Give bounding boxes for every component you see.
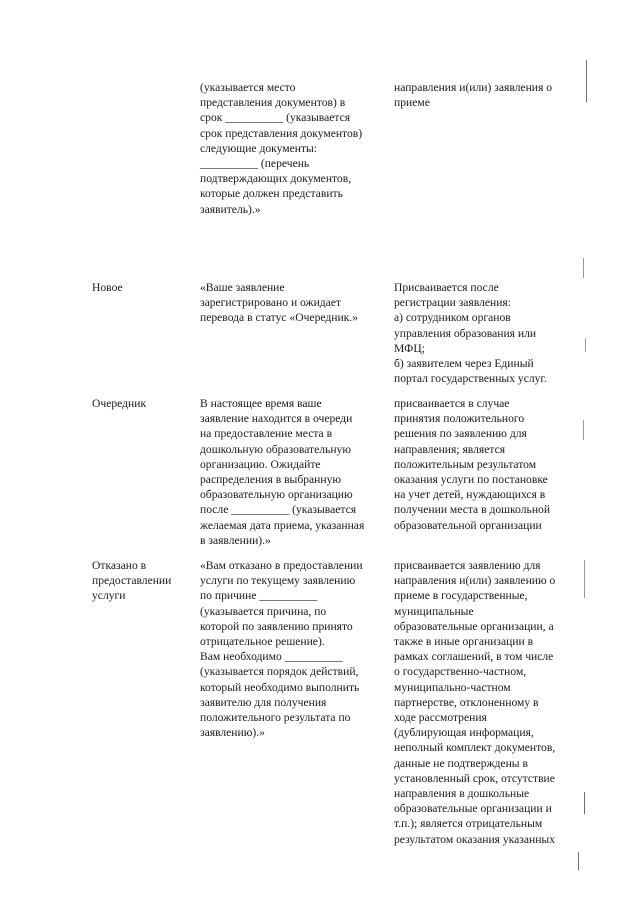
text-line: отрицательное решение). bbox=[200, 635, 325, 649]
text-line: ходе рассмотрения bbox=[394, 711, 487, 725]
text-line: образовательные организации и bbox=[394, 802, 552, 816]
rule-cell-queue bbox=[394, 396, 590, 533]
text-line: данные не подтверждены в bbox=[394, 756, 528, 770]
text-line: получении места в дошкольной bbox=[394, 503, 551, 517]
text-line: на предоставление места в bbox=[200, 427, 333, 441]
text-line: В настоящее время ваше bbox=[200, 397, 322, 410]
status-cell-queue bbox=[92, 396, 192, 411]
text-line: (дублирующая информация, bbox=[394, 726, 534, 740]
text-line: заявителю для получения bbox=[200, 695, 327, 709]
text-line: рамках соглашений, в том числе bbox=[394, 650, 554, 664]
scan-edge-mark bbox=[583, 258, 584, 278]
text-line: срок представления документов) bbox=[200, 126, 363, 140]
text-line: образовательные организации, а bbox=[394, 619, 554, 633]
text-line: который необходимо выполнить bbox=[200, 680, 360, 694]
text-line: установленный срок, отсутствие bbox=[394, 771, 555, 785]
text-line: решения по заявлению для bbox=[394, 427, 527, 441]
status-label: предоставлении bbox=[92, 574, 172, 588]
text-line: присваивается в случае bbox=[394, 397, 510, 410]
text-line: партнерстве, отклоненному в bbox=[394, 695, 539, 709]
text-line: следующие документы: bbox=[200, 141, 318, 155]
text-line: т.п.); является отрицательным bbox=[394, 817, 543, 831]
scan-edge-mark bbox=[578, 852, 579, 870]
status-cell-refused bbox=[92, 558, 192, 604]
text-line: которые должен представить bbox=[200, 187, 343, 201]
text-line: подтверждающих документов, bbox=[200, 172, 352, 186]
scan-edge-mark bbox=[584, 560, 585, 598]
text-line: муниципальные bbox=[394, 604, 474, 618]
text-line: (указывается причина, по bbox=[200, 604, 327, 618]
text-line: б) заявителем через Единый bbox=[394, 357, 534, 371]
text-line: желаемая дата приема, указанная bbox=[200, 518, 365, 532]
scan-edge-mark bbox=[586, 60, 587, 102]
text-line: зарегистрировано и ожидает bbox=[200, 296, 342, 310]
text-line: направления и(или) заявления о bbox=[394, 81, 553, 94]
message-cell-new bbox=[200, 280, 390, 326]
text-line: «Вам отказано в предоставлении bbox=[200, 559, 363, 572]
text-line: портал государственных услуг. bbox=[394, 372, 547, 386]
rule-cell-refused bbox=[394, 558, 590, 847]
text-line: образовательной организации bbox=[394, 518, 542, 532]
text-line: представления документов) в bbox=[200, 96, 346, 110]
message-cell-queue bbox=[200, 396, 390, 548]
text-line: (указывается место bbox=[200, 81, 296, 94]
text-line: заявлению).» bbox=[200, 726, 265, 740]
text-line: также в иные организации в bbox=[394, 635, 534, 649]
text-line: услуги по текущему заявлению bbox=[200, 574, 356, 588]
text-line: заявитель).» bbox=[200, 202, 261, 216]
text-line: после __________ (указывается bbox=[200, 503, 357, 517]
text-line: Присваивается после bbox=[394, 281, 499, 294]
text-line: дошкольную образовательную bbox=[200, 442, 352, 456]
text-line: в заявлении).» bbox=[200, 533, 271, 547]
message-cell-refused bbox=[200, 558, 390, 740]
text-line: приеме bbox=[394, 96, 430, 110]
text-line: Вам необходимо __________ bbox=[200, 650, 343, 664]
text-line: МФЦ; bbox=[394, 341, 425, 355]
text-line: принятия положительного bbox=[394, 412, 525, 426]
text-line: направления и(или) заявлению о bbox=[394, 574, 556, 588]
text-line: муниципально-частном bbox=[394, 680, 511, 694]
status-label: Очередник bbox=[92, 397, 147, 410]
continuation-message-cell bbox=[200, 80, 390, 217]
text-line: распределения в выбранную bbox=[200, 473, 342, 487]
text-line: регистрации заявления: bbox=[394, 296, 511, 310]
text-line: __________ (перечень bbox=[200, 157, 310, 171]
text-line: о государственно-частном, bbox=[394, 665, 527, 679]
text-line: неполный комплект документов, bbox=[394, 741, 556, 755]
status-label: Отказано в bbox=[92, 559, 147, 572]
text-line: образовательную организацию bbox=[200, 488, 353, 502]
status-label: Новое bbox=[92, 281, 123, 294]
status-cell-new bbox=[92, 280, 192, 295]
text-line: результатом оказания указанных bbox=[394, 832, 556, 846]
text-line: оказания услуги по постановке bbox=[394, 473, 548, 487]
scan-edge-mark bbox=[585, 338, 586, 352]
scan-edge-mark bbox=[583, 420, 584, 440]
text-line: перевода в статус «Очередник.» bbox=[200, 311, 358, 325]
text-line: (указывается порядок действий, bbox=[200, 665, 359, 679]
text-line: по причине __________ bbox=[200, 589, 318, 603]
rule-cell-new bbox=[394, 280, 590, 386]
text-line: которой по заявлению принято bbox=[200, 619, 353, 633]
text-line: управления образования или bbox=[394, 326, 537, 340]
text-line: заявление находится в очереди bbox=[200, 412, 353, 426]
text-line: а) сотрудником органов bbox=[394, 311, 511, 325]
text-line: положительного результата по bbox=[200, 711, 351, 725]
scan-edge-mark bbox=[584, 792, 585, 814]
text-line: направления; является bbox=[394, 442, 506, 456]
text-line: «Ваше заявление bbox=[200, 281, 285, 294]
text-line: на учет детей, нуждающихся в bbox=[394, 488, 546, 502]
continuation-rule-cell bbox=[394, 80, 590, 110]
text-line: положительным результатом bbox=[394, 457, 537, 471]
text-line: организацию. Ожидайте bbox=[200, 457, 321, 471]
text-line: присваивается заявлению для bbox=[394, 559, 541, 572]
text-line: приеме в государственные, bbox=[394, 589, 528, 603]
status-label: услуги bbox=[92, 589, 126, 603]
text-line: срок __________ (указывается bbox=[200, 111, 351, 125]
text-line: направления в дошкольные bbox=[394, 787, 530, 801]
